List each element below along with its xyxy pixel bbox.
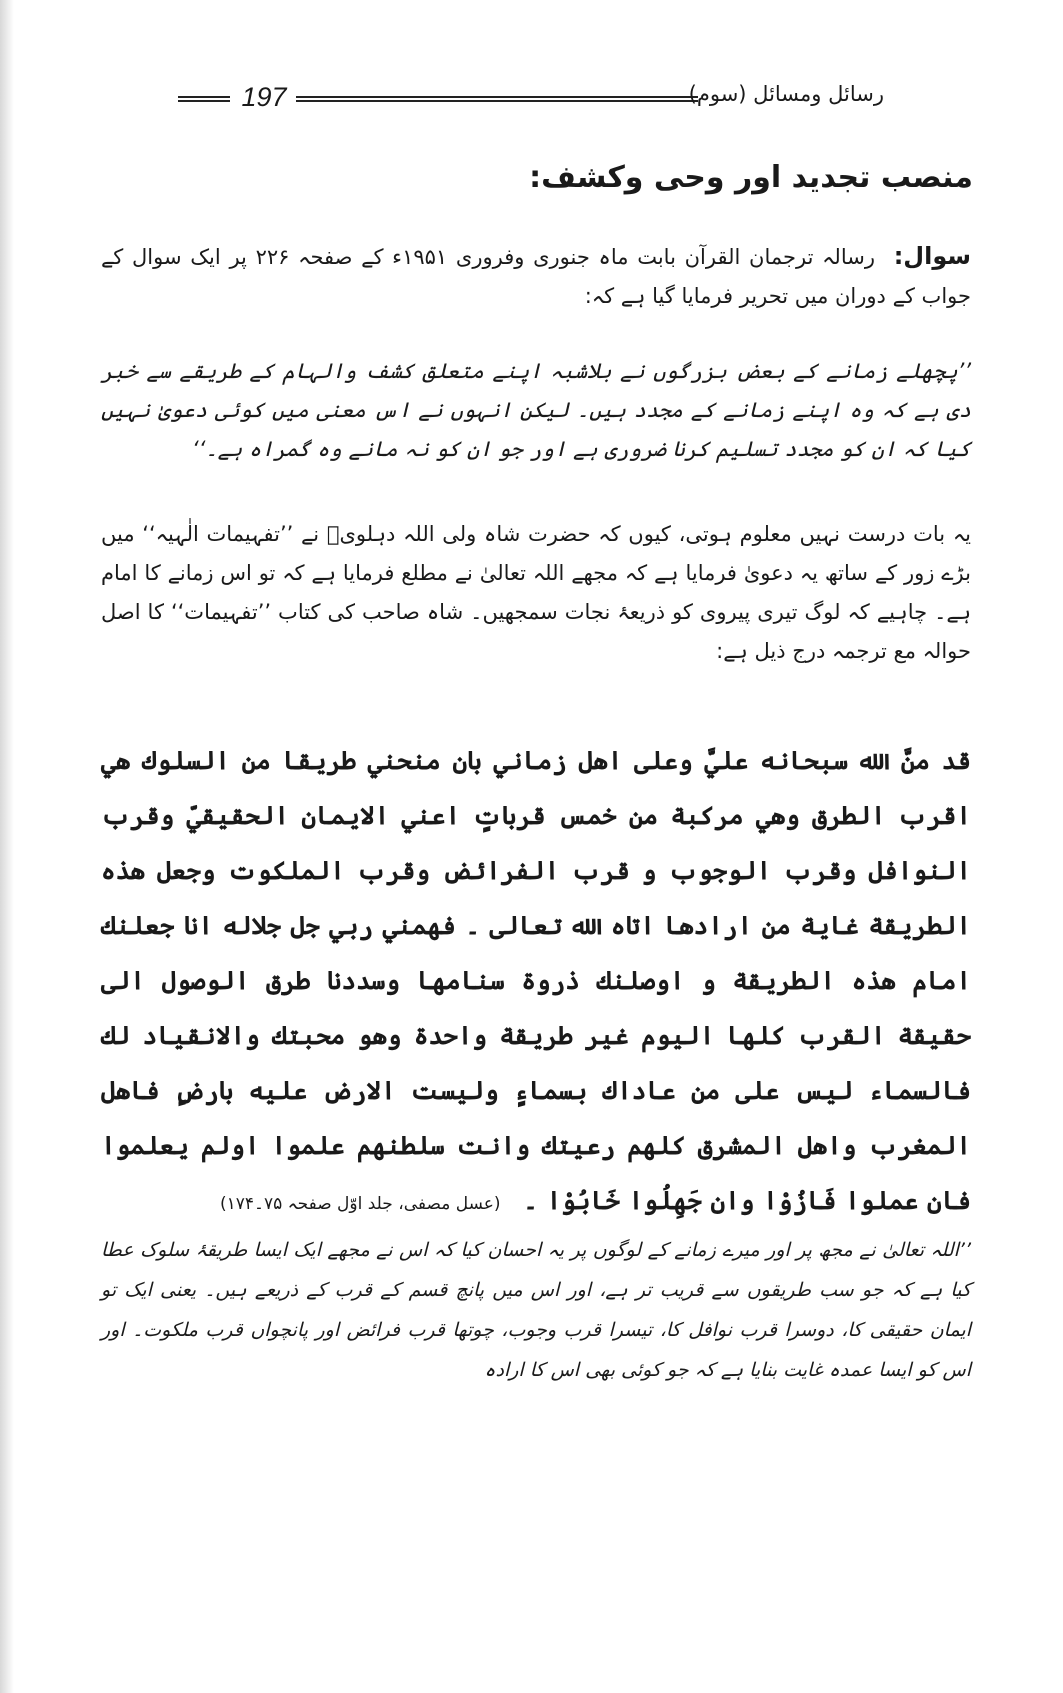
- header-rule-right: [296, 96, 698, 102]
- header-rule-left: [178, 96, 230, 102]
- body-paragraph: یہ بات درست نہیں معلوم ہوتی، کیوں کہ حضرت شاہ ولی اللہ دہلویؒ نے ’’تفہیمات الٰہیہ‘‘ میں بڑے زور کے ساتھ یہ دعویٰ فرمایا ہے کہ مجھے اللہ تعالیٰ نے مطلع فرمایا ہے کہ تو اس زمانے کا امام ہے۔ چاہیے کہ لوگ تیری پیروی کو ذریعۂ نجات سمجھیں۔ شاہ صاحب کی کتاب ’’تفہیمات‘‘ کا اصل حوالہ مع ترجمہ درج ذیل ہے:: [101, 522, 971, 663]
- scan-edge-shadow: [0, 0, 14, 1693]
- translation-paragraph: ’’اللہ تعالیٰ نے مجھ پر اور میرے زمانے کے لوگوں پر یہ احسان کیا کہ اس نے مجھے ایک ایسا طریقۂ سلوک عطا کیا ہے کہ جو سب طریقوں سے قریب تر ہے، اور اس میں پانچ قسم کے قرب کے ذریعے ہیں۔ یعنی ایک تو ایمان حقیقی کا، دوسرا قرب نوافل کا، تیسرا قرب وجوب، چوتھا قرب فرائض اور پانچواں قرب ملکوت۔ اور اس کو ایسا عمدہ غایت بنایا ہے کہ جو کوئی بھی اس کا ارادہ: [101, 1239, 971, 1381]
- citation: (عسل مصفی، جلد اوّل صفحہ ۷۵۔۱۷۴): [220, 1194, 501, 1214]
- question-label: سوال:: [893, 242, 971, 270]
- question-paragraph: [101, 237, 971, 316]
- question-text: رسالہ ترجمان القرآن بابت ماہ جنوری وفروری ۱۹۵۱ء کے صفحہ ۲۲۶ پر ایک سوال کے جواب کے دوران میں تحریر فرمایا گیا ہے کہ:: [101, 245, 971, 308]
- quote-paragraph: ’’پچھلے زمانے کے بعض بزرگوں نے بلاشبہ اپنے متعلق کشف والہام کے طریقے سے خبر دی ہے کہ وہ اپنے زمانے کے مجدد ہیں۔ لیکن انہوں نے اس معنی میں کوئی دعویٰ نہیں کیا کہ ان کو مجدد تسلیم کرنا ضروری ہے اور جو ان کو نہ مانے وہ گمراہ ہے۔‘‘: [101, 359, 971, 461]
- page-number: 197: [241, 82, 287, 112]
- arabic-passage: [101, 733, 971, 1232]
- running-title: رسائل ومسائل (سوم): [688, 82, 884, 106]
- page-header: [178, 82, 884, 116]
- arabic-text: قد منَّ الله سبحانه عليَّ وعلى اهل زماني بان منحني طريقا من السلوك هي اقرب الطرق وهي مركبة من خمس قرباتٍ اعني الايمان الحقيقيّ وقرب النوافل وقرب الوجوب و قرب الفرائض وقرب الملكوت وجعل هذه الطريقة غاية من ارادها اتاه الله تعالى ۔ فهمني ربي جل جلاله انا جعلنك امام هذه الطريقة و اوصلنك ذروة سنامها وسددنا طرق الوصول الى حقيقة القرب كلها اليوم غير طريقة واحدة وهو محبتك والانقياد لك فالسماء ليس على من عاداك بسماءٍ وليست الارض عليه بارضٍ فاهل المغرب واهل المشرق كلهم رعيتك وانت سلطنهم علموا اولم يعلموا فان عملوا فَازُوْا وان جَهِلُوا خَابُوْا ۔: [101, 746, 971, 1215]
- section-heading: منصب تجدید اور وحی وکشف:: [529, 160, 973, 195]
